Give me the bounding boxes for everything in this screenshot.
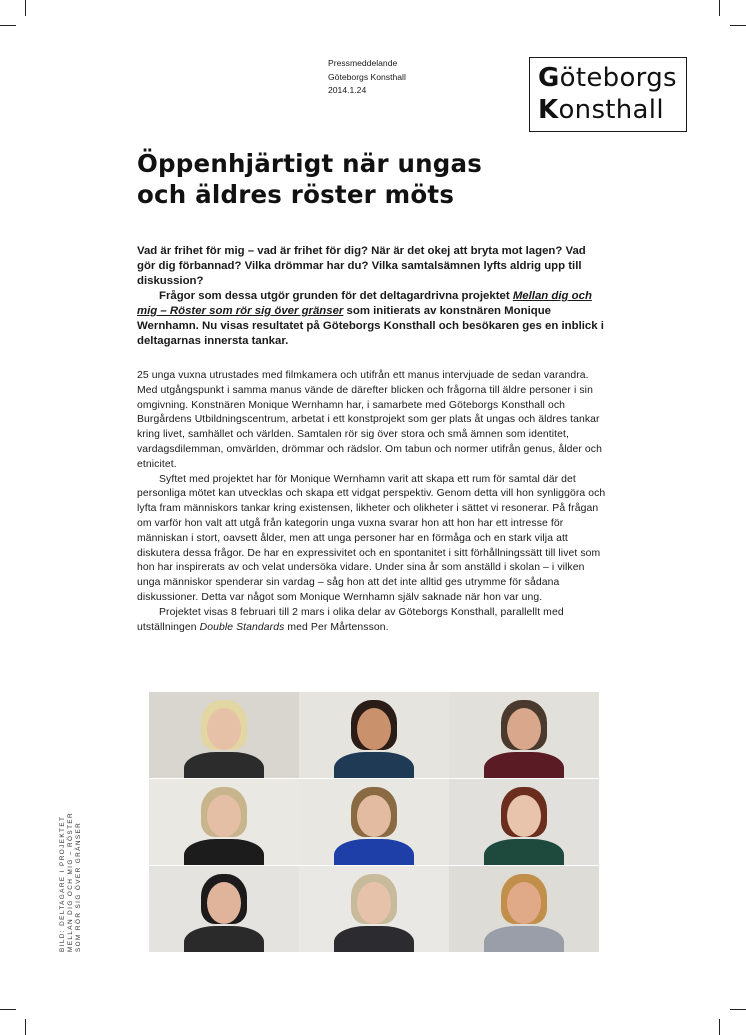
participant-photo — [149, 692, 299, 778]
photo-torso — [184, 839, 264, 865]
crop-mark — [0, 1009, 16, 1010]
participant-photo — [299, 692, 449, 778]
photo-torso — [334, 752, 414, 778]
lead-paragraph-1: Vad är frihet för mig – vad är frihet för dig? När är det okej att bryta mot lagen? Vad gör dig förbannad? Vilka drömmar har du? Vilka samtalsämnen lyfts aldrig upp till diskussion? — [137, 245, 586, 287]
photo-face — [357, 795, 391, 837]
lead-text-end: som initierats av konstnären Monique Wernhamn. Nu visas resultatet på Göteborgs Konsthall och besökaren ges en inblick i deltagarnas innersta tankar. — [137, 305, 604, 347]
photo-face — [507, 708, 541, 750]
participant-photo — [149, 866, 299, 952]
title-line-2: och äldres röster möts — [137, 180, 455, 209]
participant-photo — [449, 779, 599, 865]
photo-face — [207, 795, 241, 837]
press-header — [328, 57, 406, 98]
caption-line-2: MELLAN DIG OCH MIG – RÖSTER — [67, 811, 74, 952]
participant-photo — [449, 692, 599, 778]
participant-photo-grid — [149, 692, 599, 952]
press-date: 2014.1.24 — [328, 85, 367, 95]
photo-torso — [184, 752, 264, 778]
body-text-span: Projektet visas 8 februari till 2 mars i olika delar av Göteborgs Konsthall, parallellt med utställningen — [137, 606, 564, 633]
crop-mark — [0, 25, 16, 26]
participant-photo — [299, 866, 449, 952]
caption-line-1: BILD: DELTAGARE I PROJEKTET — [59, 815, 66, 952]
konsthall-logo — [529, 57, 687, 132]
lead-paragraph-2 — [137, 289, 607, 349]
logo-word-1: öteborgs — [559, 63, 677, 93]
crop-mark — [719, 0, 720, 16]
crop-mark — [25, 1019, 26, 1035]
crop-mark — [25, 0, 26, 16]
photo-torso — [484, 926, 564, 952]
body-paragraph-3 — [137, 606, 607, 636]
photo-torso — [184, 926, 264, 952]
lead-text: Frågor som dessa utgör grunden för det deltagardrivna projektet — [159, 290, 513, 302]
logo-word-2: onsthall — [558, 95, 664, 125]
photo-face — [507, 795, 541, 837]
body-paragraph-2: Syftet med projektet har för Monique Wernhamn varit att skapa ett rum för samtal där det personliga mötet kan utvecklas och skapa ett vidgat perspektiv. Genom detta vill hon synliggöra och lyfta fram människors tankar kring existensen, likheter och olikheter i sättet vi resonerar. På frågan om varför hon valt att utgå från kategorin unga vuxna svarar hon att hon har ett intresse för människan i stort, oavsett ålder, men att unga personer har en förmåga och en stark vilja att diskutera dessa frågor. De har en expressivitet och en spontanitet i sitt förhållningssätt till livet som hon har inspirerats av och velat undersöka vidare. Under sina år som anställd i skolan – i vilken unga människor spenderar sin vardag – såg hon att det inte alltid ges utrymme för sådana diskussioner. Detta var något som Monique Wernhamn själv saknade när hon var ung. — [137, 473, 606, 603]
logo-initial-k: K — [538, 95, 559, 125]
photo-face — [357, 882, 391, 924]
photo-torso — [484, 752, 564, 778]
page-title — [137, 148, 607, 210]
crop-mark — [730, 1009, 746, 1010]
photo-face — [207, 882, 241, 924]
photo-face — [357, 708, 391, 750]
participant-photo — [299, 779, 449, 865]
photo-torso — [334, 839, 414, 865]
participant-photo — [449, 866, 599, 952]
project-title-link[interactable]: Mellan dig och mig – Röster som rör sig över gränser — [137, 290, 592, 317]
exhibition-title: Double Standards — [199, 621, 285, 633]
body-text — [137, 369, 607, 635]
crop-mark — [730, 25, 746, 26]
press-organization: Göteborgs Konsthall — [328, 71, 406, 82]
press-label: Pressmeddelande — [328, 58, 398, 68]
photo-torso — [484, 839, 564, 865]
participant-photo — [149, 779, 299, 865]
title-line-1: Öppenhjärtigt när ungas — [137, 149, 483, 178]
photo-torso — [334, 926, 414, 952]
body-text-span-end: med Per Mårtensson. — [284, 621, 389, 633]
logo-initial-g: G — [538, 63, 560, 93]
lead-paragraphs — [137, 244, 607, 349]
photo-face — [507, 882, 541, 924]
photo-caption — [59, 812, 83, 952]
body-paragraph-1: 25 unga vuxna utrustades med filmkamera och utifrån ett manus intervjuade de sedan varandra. Med utgångspunkt i samma manus vände de därefter blicken och frågorna till äldre personer i sin omgivning. Konstnären Monique Wernhamn har, i samarbete med Göteborgs Konsthall och Burgårdens Utbildningscentrum, arbetat i ett konstprojekt som ger plats åt ungas och äldres tankar kring livet, samhället och världen. Samtalen rör sig över stora och små ämnen som identitet, vardagsdilemman, omvärlden, drömmar och rädslor. Om tabun och normer utifrån genus, ålder och etnicitet. — [137, 370, 602, 470]
crop-mark — [719, 1019, 720, 1035]
caption-line-3: SOM RÖR SIG ÖVER GRÄNSER — [75, 821, 82, 952]
photo-face — [207, 708, 241, 750]
